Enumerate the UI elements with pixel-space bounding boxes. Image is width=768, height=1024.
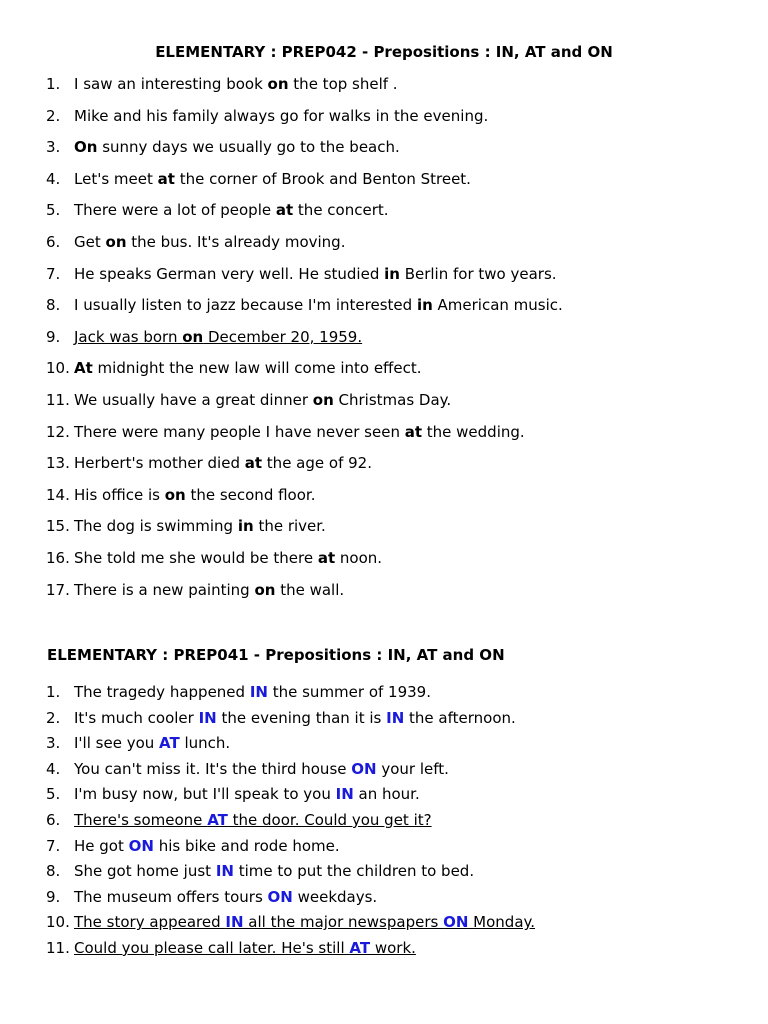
item-text-after: the concert. <box>293 201 389 220</box>
item-text-before: Herbert's mother died <box>74 454 245 473</box>
item-text <box>74 358 422 378</box>
preposition-keyword: at <box>404 422 423 441</box>
list-item <box>0 938 768 964</box>
item-number: 7. <box>46 836 61 855</box>
item-text <box>74 912 535 932</box>
list-item <box>0 327 768 359</box>
item-text-after: the second floor. <box>185 485 316 504</box>
preposition-keyword: on <box>105 232 127 251</box>
section1-title: ELEMENTARY : PREP042 - Prepositions : IN, AT and ON <box>155 43 613 61</box>
list-item <box>0 485 768 517</box>
item-text <box>74 516 326 536</box>
item-text <box>74 106 488 126</box>
item-text <box>74 938 416 958</box>
item-text <box>74 708 516 728</box>
preposition-keyword: ON <box>267 887 293 906</box>
preposition-keyword: at <box>244 454 263 473</box>
preposition-keyword: on <box>254 580 276 599</box>
list-item <box>0 422 768 454</box>
item-number: 14. <box>46 485 70 504</box>
section2-title: ELEMENTARY : PREP041 - Prepositions : IN, AT and ON <box>47 646 505 664</box>
item-text <box>74 264 557 284</box>
item-text <box>74 580 344 600</box>
list-item <box>0 759 768 785</box>
section1-list <box>0 74 768 611</box>
preposition-keyword: on <box>182 327 204 346</box>
list-item <box>0 810 768 836</box>
item-text-segment: She got home just <box>74 862 216 881</box>
preposition-keyword: in <box>237 517 254 536</box>
preposition-keyword: IN <box>386 708 405 727</box>
list-item <box>0 453 768 485</box>
item-number: 5. <box>46 785 61 804</box>
item-text <box>74 784 420 804</box>
list-item <box>0 548 768 580</box>
item-number: 2. <box>46 106 61 125</box>
preposition-keyword: at <box>157 169 175 188</box>
list-item <box>0 295 768 327</box>
item-text <box>74 200 389 220</box>
item-number: 2. <box>46 708 61 727</box>
item-number: 11. <box>46 390 70 409</box>
item-text <box>74 169 471 189</box>
preposition-keyword: IN <box>198 708 217 727</box>
item-text-after: noon. <box>335 548 383 567</box>
list-item <box>0 169 768 201</box>
item-number: 8. <box>46 862 61 881</box>
item-text-before: There is a new painting <box>74 580 255 599</box>
item-text-after: the top shelf . <box>288 75 398 93</box>
item-text-segment: the evening than it is <box>216 708 387 727</box>
item-text-segment: I'll see you <box>74 734 160 753</box>
item-text <box>74 836 340 856</box>
item-text <box>74 861 474 881</box>
item-text-before: I saw an interesting book <box>74 75 268 93</box>
item-text-segment: The museum offers tours <box>74 887 268 906</box>
item-text-segment: work. <box>370 938 416 957</box>
item-number: 12. <box>46 422 70 441</box>
preposition-keyword: in <box>384 264 400 283</box>
preposition-keyword: IN <box>215 862 234 881</box>
item-text-before: Mike and his family always go for walks in the evening. <box>74 106 489 125</box>
item-number: 6. <box>46 232 61 251</box>
item-number: 9. <box>46 327 61 346</box>
preposition-keyword: IN <box>249 683 268 701</box>
item-text-after: Christmas Day. <box>333 390 452 409</box>
item-number: 4. <box>46 169 61 188</box>
list-item <box>0 390 768 422</box>
item-number: 17. <box>46 580 70 599</box>
item-text-after: the corner of Brook and Benton Street. <box>174 169 471 188</box>
item-text-after: sunny days we usually go to the beach. <box>97 138 400 157</box>
item-text <box>74 759 449 779</box>
preposition-keyword: ON <box>443 913 469 932</box>
item-text <box>74 390 451 410</box>
item-text-segment: I'm busy now, but I'll speak to you <box>74 785 336 804</box>
item-text <box>74 137 400 157</box>
item-number: 9. <box>46 887 61 906</box>
item-text-before: The dog is swimming <box>74 517 238 536</box>
item-text-segment: time to put the children to bed. <box>233 862 475 881</box>
item-text-segment: his bike and rode home. <box>153 836 340 855</box>
list-item <box>0 106 768 138</box>
item-text-after: the bus. It's already moving. <box>126 232 346 251</box>
preposition-keyword: at <box>275 201 294 220</box>
item-text-segment: There's someone <box>74 810 208 829</box>
item-number: 7. <box>46 264 61 283</box>
item-text <box>74 548 382 568</box>
preposition-keyword: ON <box>128 836 154 855</box>
preposition-keyword: ON <box>351 759 377 778</box>
item-text-segment: It's much cooler <box>74 708 199 727</box>
item-text-after: December 20, 1959. <box>203 327 363 346</box>
item-text <box>74 485 315 505</box>
item-text-segment: the afternoon. <box>404 708 516 727</box>
item-text <box>74 733 230 753</box>
item-number: 11. <box>46 938 70 957</box>
item-text-segment: Monday. <box>468 913 536 932</box>
item-number: 3. <box>46 734 61 753</box>
list-item <box>0 74 768 106</box>
item-text <box>74 295 563 315</box>
list-item <box>0 358 768 390</box>
item-number: 1. <box>46 75 61 93</box>
item-text <box>74 453 372 473</box>
item-text-segment: your left. <box>376 759 449 778</box>
list-item <box>0 861 768 887</box>
item-number: 8. <box>46 296 61 315</box>
item-text-segment: Could you please call later. He's still <box>74 938 350 957</box>
preposition-keyword: IN <box>335 785 354 804</box>
list-item <box>0 836 768 862</box>
list-item <box>0 516 768 548</box>
item-text-after: the wall. <box>275 580 345 599</box>
item-text-segment: the door. Could you get it? <box>227 810 432 829</box>
item-text-after: the age of 92. <box>262 454 372 473</box>
item-text-after: midnight the new law will come into effect. <box>92 359 422 378</box>
list-item <box>0 708 768 734</box>
preposition-keyword: on <box>267 75 289 93</box>
item-number: 13. <box>46 454 70 473</box>
item-number: 15. <box>46 517 70 536</box>
item-text-segment: all the major newspapers <box>243 913 444 932</box>
item-text-segment: the summer of 1939. <box>267 683 431 701</box>
preposition-keyword: at <box>317 548 336 567</box>
item-text-segment: weekdays. <box>292 887 378 906</box>
item-text-segment: an hour. <box>353 785 420 804</box>
item-text <box>74 682 431 702</box>
preposition-keyword: On <box>74 138 98 157</box>
item-text-before: I usually listen to jazz because I'm interested <box>74 296 417 315</box>
item-text-after: the wedding. <box>422 422 525 441</box>
item-text-before: Let's meet <box>74 169 158 188</box>
list-item <box>0 232 768 264</box>
item-text-before: There were many people I have never seen <box>74 422 405 441</box>
list-item <box>0 912 768 938</box>
preposition-keyword: AT <box>349 938 371 957</box>
preposition-keyword: in <box>416 296 433 315</box>
item-text <box>74 810 432 830</box>
item-text-before: We usually have a great dinner <box>74 390 313 409</box>
list-item <box>0 887 768 913</box>
item-number: 1. <box>46 683 61 701</box>
preposition-keyword: on <box>164 485 186 504</box>
item-number: 10. <box>46 359 70 378</box>
item-text <box>74 232 345 252</box>
preposition-keyword: IN <box>225 913 244 932</box>
preposition-keyword: At <box>74 359 93 378</box>
preposition-keyword: AT <box>207 810 228 829</box>
item-text-before: Get <box>74 232 106 251</box>
item-text-after: Berlin for two years. <box>399 264 557 283</box>
item-text-segment: The story appeared <box>74 913 226 932</box>
item-text <box>74 887 377 907</box>
item-text-segment: lunch. <box>179 734 231 753</box>
item-text-before: She told me she would be there <box>74 548 318 567</box>
section2-list <box>0 682 768 964</box>
list-item <box>0 682 768 708</box>
item-text-before: His office is <box>74 485 165 504</box>
item-text-before: There were a lot of people <box>74 201 276 220</box>
list-item <box>0 733 768 759</box>
item-number: 5. <box>46 201 61 220</box>
item-number: 10. <box>46 913 70 932</box>
item-number: 4. <box>46 759 61 778</box>
item-text-segment: You can't miss it. It's the third house <box>74 759 352 778</box>
list-item <box>0 200 768 232</box>
item-text <box>74 74 398 94</box>
list-item <box>0 580 768 612</box>
item-number: 16. <box>46 548 70 567</box>
item-text-segment: The tragedy happened <box>74 683 250 701</box>
item-number: 3. <box>46 138 61 157</box>
list-item <box>0 137 768 169</box>
list-item <box>0 784 768 810</box>
preposition-keyword: AT <box>159 734 180 753</box>
list-item <box>0 264 768 296</box>
item-text-before: He speaks German very well. He studied <box>74 264 385 283</box>
item-text-segment: He got <box>74 836 129 855</box>
item-text-after: American music. <box>432 296 563 315</box>
preposition-keyword: on <box>312 390 334 409</box>
item-text-after: the river. <box>253 517 326 536</box>
item-text-before: Jack was born <box>74 327 183 346</box>
item-text <box>74 422 525 442</box>
item-number: 6. <box>46 810 61 829</box>
item-text <box>74 327 362 347</box>
